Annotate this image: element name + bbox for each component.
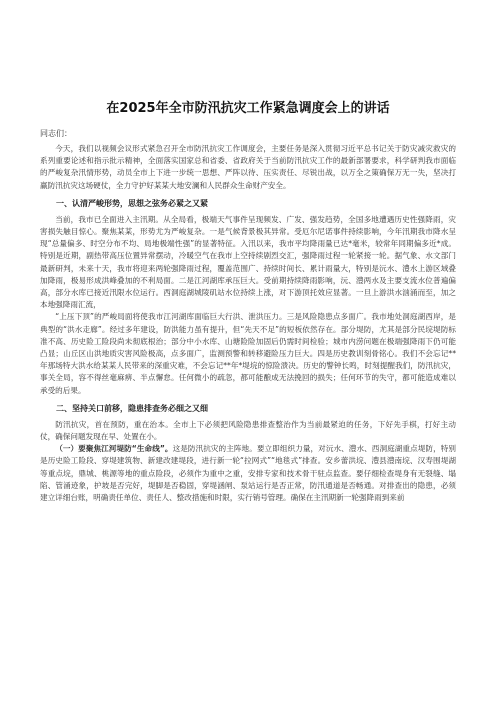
document-title: 在2025年全市防汛抗灾工作紧急调度会上的讲话 [106,101,390,116]
section-2-subsection-1 [40,443,456,504]
section-2-paragraph-1: 防汛抗灾，首在预防，重在治本。全市上下必须把风险隐患排查整治作为当前最紧迫的任务，下好先手棋，打好主动仗，确保问题发现在早、处置在小。 [40,419,456,442]
greeting: 同志们： [40,129,72,138]
subsection-1-label: （一）要聚焦江河堤防“生命线”。 [55,444,173,454]
section-2-heading: 二、坚持关口前移，隐患排查务必细之又细 [56,403,208,413]
section-1-paragraph-2: “上压下顶”的严峻局面将使我市江河湖库面临巨大行洪、泄洪压力。三是风险隐患点多面广。我市地处洞庭湖西岸，是典型的“洪水走廊”。经过多年建设，防洪能力虽有提升，但“先天不足”的短板依然存在。部分堤防，尤其是部分民垸堤防标准不高、历史险工险段尚未彻底根治；部分中小水库、山塘险险加固后仍需时间检验；城市内涝问题在极端强降雨下仍可能凸显；山丘区山洪地质灾害风险极高，点多面广，监测预警和转移避险压力巨大。四是历史教训刻骨铭心。我们不会忘记**年那场特大洪水给某某人民带来的深重灾难，不会忘记**年*堤垸的惊险溃决。历史的警钟长鸣，时刻提醒我们，防汛抗灾，事关全局，容不得丝毫麻痹、半点懈怠。任何微小的疏忽，都可能酿成无法挽回的损失；任何环节的失守，都可能造成难以承受的后果。 [40,312,456,395]
section-1-paragraph-1: 当前，我市已全面进入主汛期。从全局看，极端天气事件呈现频发、广发、强发趋势，全国多地遭遇历史性强降雨，灾害损失触目惊心。聚焦某某，形势尤为严峻复杂。一是气候背景极其异常。受厄尔尼诺事件持续影响，今年汛期我市降水呈现“总量偏多、时空分布不均、局地极端性强”的显著特征。入汛以来，我市平均降雨量已达*毫米，较常年同期偏多近*成。特别是近期，副热带高压位置异常摆动，冷暖空气在我市上空持续剧烈交汇，强降雨过程一轮紧接一轮。据气象、水文部门最新研判，未来十天，我市将迎来两轮强降雨过程，覆盖范围广、持续时间长、累计雨量大，特别是沅水、澧水上游区域叠加降雨，极易形成洪峰叠加的不利局面。二是江河湖库承压巨大。受前期持续降雨影响，沅、澧两水及主要支流水位普遍偏高，部分水库已接近汛限水位运行。西洞庭湖城陵矶站水位持续上涨，对下游顶托效应显著。一旦上游洪水汹涌而至，加之本地强降雨汇流， [40,214,456,310]
subsection-1-text: 这是防汛抗灾的主阵地。要立即组织力量，对沅水、澧水、西洞庭湖重点堤防，特别是历史险工险段、穿堤建筑物、新建改建堤段，进行新一轮“拉网式”“地毯式”排查。安乡蕾洪垸、澧县澧南垸、汉寿围堤湖等重点垸，鼎城、桃源等地的重点险段，必须作为重中之重，安排专家和技术骨干驻点监查。要仔细检查堤身有无裂缝、塌陷、管涌迹象，护坡是否完好，堤脚是否稳固，穿堤涵闸、泵站运行是否正常，防汛通道是否畅通。对排查出的隐患，必须建立详细台账，明确责任单位、责任人、整改措施和时限，实行销号管理。确保在主汛期新一轮强降雨到来前 [40,444,456,503]
section-1-heading: 一、认清严峻形势，思想之弦务必紧之又紧 [56,198,208,208]
intro-paragraph: 今天，我们以视频会议形式紧急召开全市防汛抗灾工作调度会，主要任务是深入贯彻习近平总书记关于防灾减灾救灾的系列重要论述和指示批示精神，全面落实国家总和省委、省政府关于当前防汛抗灾工作的最新部署要求，科学研判我市面临的严峻复杂汛情形势，动员全市上下进一步统一思想、严阵以待、压实责任、尽锐出战，以万全之策确保万无一失，坚决打赢防汛抗灾这场硬仗，全力守护好某某大地安澜和人民群众生命财产安全。 [40,144,456,190]
